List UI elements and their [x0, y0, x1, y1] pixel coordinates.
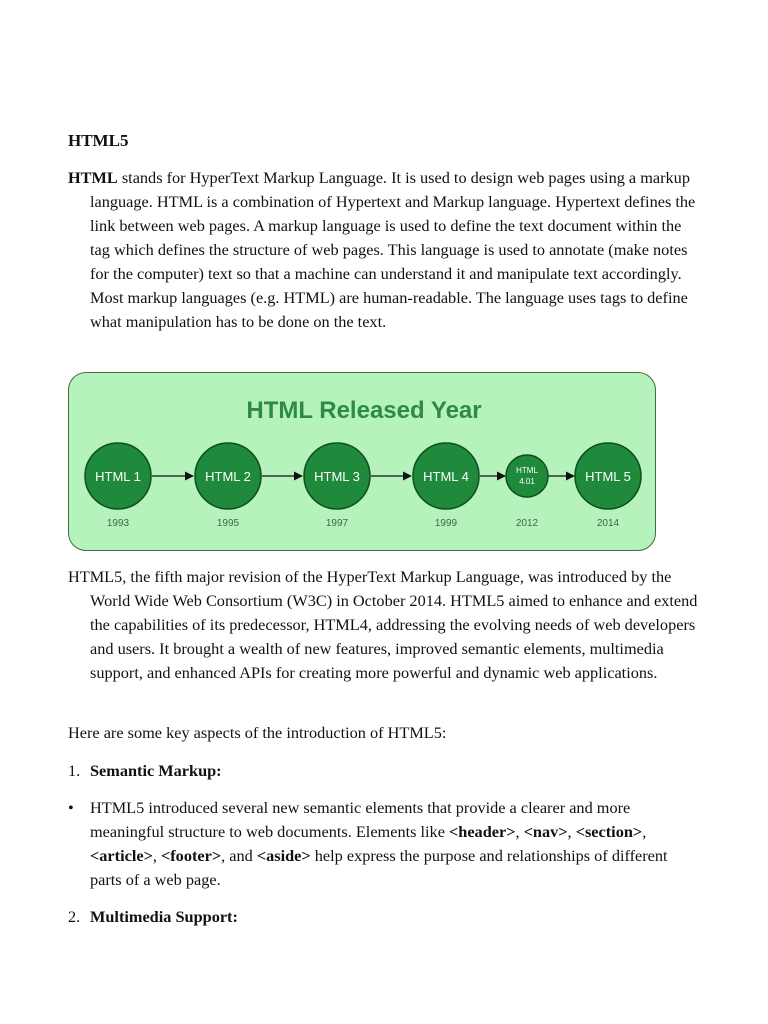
list-item-multimedia-support: [68, 905, 238, 929]
node-html401-label-line2: 4.01: [519, 477, 535, 486]
node-html4-year: 1999: [434, 518, 458, 529]
intro-text: stands for HyperText Markup Language. It is used to design web pages using a markup language. HTML is a combination of Hypertext and Markup language. Hypertext defines the link between web pages. A markup language is used to define the text document within the tag which defines the structure of web pages. This language is used to annotate (make notes for the computer) text so that a machine can understand it and manipulate text accordingly. Most markup languages (e.g. HTML) are human-readable. The language uses tags to define what manipulation has to be done on the text.: [90, 168, 696, 331]
diagram-title: HTML Released Year: [246, 397, 482, 424]
page-title: HTML5: [68, 131, 129, 150]
node-html2-year: 1995: [216, 518, 240, 529]
tag-nav: <nav>: [523, 822, 568, 841]
node-html5: [575, 443, 641, 529]
intro-paragraph: [68, 166, 700, 334]
bullet-sep: , and: [221, 846, 257, 865]
list-item-semantic-markup: [68, 759, 222, 783]
tag-header: <header>: [449, 822, 516, 841]
list-number: 1.: [68, 761, 81, 780]
bullet-text-a: HTML5 introduced several new semantic elements that provide a clearer and more meaningful structure to web documents. Elements like: [90, 798, 631, 841]
bullet-text-b: help express the purpose and relationships of different parts of a web page.: [90, 846, 668, 889]
node-html1-label: HTML 1: [95, 469, 141, 484]
list-label: Semantic Markup:: [90, 761, 222, 780]
html-release-diagram: [68, 372, 656, 551]
node-html401-year: 2012: [515, 518, 539, 529]
key-aspects-intro: Here are some key aspects of the introduction of HTML5:: [68, 723, 447, 742]
list-label: Multimedia Support:: [90, 907, 238, 926]
bullet-sep: ,: [567, 822, 576, 841]
tag-aside: <aside>: [256, 846, 311, 865]
list-number: 2.: [68, 907, 81, 926]
node-html401: [506, 455, 548, 529]
html5-paragraph: HTML5, the fifth major revision of the HyperText Markup Language, was introduced by the World Wide Web Consortium (W3C) in October 2014. HTML5 aimed to enhance and extend the capabilities of its predecessor, HTML4, addressing the evolving needs of web developers and users. It brought a wealth of new features, improved semantic elements, multimedia support, and enhanced APIs for creating more powerful and dynamic web applications.: [68, 567, 698, 682]
tag-footer: <footer>: [160, 846, 222, 865]
node-html3-label: HTML 3: [314, 469, 360, 484]
tag-article: <article>: [90, 846, 153, 865]
node-html3-year: 1997: [325, 518, 349, 529]
node-html1-year: 1993: [106, 518, 130, 529]
bullet-sep: ,: [515, 822, 524, 841]
node-html4: [413, 443, 479, 529]
node-html3: [304, 443, 370, 529]
bullet-icon: •: [68, 798, 74, 817]
bullet-item-semantic: [68, 796, 700, 892]
bullet-sep: ,: [152, 846, 161, 865]
node-html401-label-line1: HTML: [516, 466, 538, 475]
node-html5-label: HTML 5: [585, 469, 631, 484]
tag-section: <section>: [575, 822, 643, 841]
node-html1: [85, 443, 151, 529]
intro-term: HTML: [68, 168, 118, 187]
bullet-sep: ,: [642, 822, 647, 841]
node-html2: [195, 443, 261, 529]
timeline-svg: [69, 373, 657, 552]
node-html5-year: 2014: [596, 518, 620, 529]
node-html2-label: HTML 2: [205, 469, 251, 484]
node-html4-label: HTML 4: [423, 469, 469, 484]
